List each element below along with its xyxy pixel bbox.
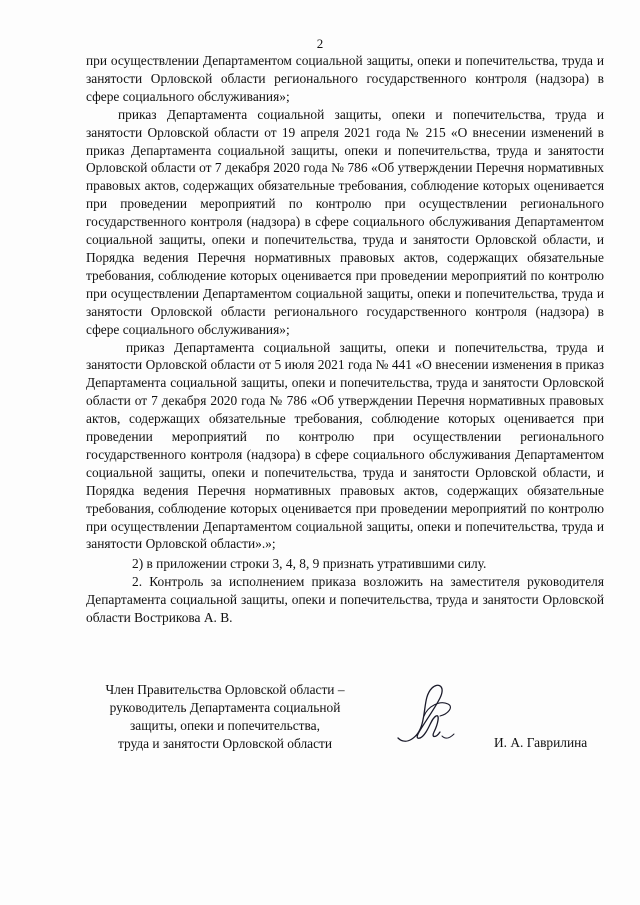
paragraph-item-2: 2) в приложении строки 3, 4, 8, 9 признать утратившими силу. xyxy=(132,556,487,572)
paragraph-order-441: приказ Департамента социальной защиты, опеки и попечительства, труда и занятости Орловской области от 5 июля 2021 года № 441 «О внесении изменения в приказ Департамента социальной защиты, опеки и попечительства, труда и занятости Орловской области от 7 декабря 2020 года № 786 «Об утверждении Перечня нормативных правовых актов, содержащих обязательные требования, соблюдение которых оценивается при проведении мероприятий по контролю при осуществлении регионального государственного контроля (надзора) в сфере социального обслуживания Департаментом социальной защиты, опеки и попечительства, труда и занятости Орловской области, и Порядка ведения Перечня нормативных правовых актов, содержащих обязательные требования, соблюдение которых оценивается при проведении мероприятий по контролю при осуществлении Департаментом социальной защиты, опеки и попечительства, труда и занятости Орловской области».»; xyxy=(86,339,604,552)
signatory-title-line: труда и занятости Орловской области xyxy=(117,736,333,751)
signatory-title-line: руководитель Департамента социальной xyxy=(109,700,341,715)
paragraph-continuation: при осуществлении Департаментом социальной защиты, опеки и попечительства, труда и занятости Орловской области регионального государственного контроля (надзора) в сфере социального обслуживания»; xyxy=(86,53,604,104)
signatory-title xyxy=(80,681,370,753)
handwritten-signature xyxy=(388,676,468,756)
page-number: 2 xyxy=(316,36,324,51)
signatory-title-line: Член Правительства Орловской области – xyxy=(105,682,345,697)
paragraph-order-215: приказ Департамента социальной защиты, опеки и попечительства, труда и занятости Орловской области от 19 апреля 2021 года № 215 «О внесении изменений в приказ Департамента социальной защиты, опеки и попечительства, труда и занятости Орловской области от 7 декабря 2020 года № 786 «Об утверждении Перечня нормативных правовых актов, содержащих обязательные требования, соблюдение которых оценивается при проведении мероприятий по контролю при осуществлении регионального государственного контроля (надзора) в сфере социального обслуживания Департаментом социальной защиты, опеки и попечительства, труда и занятости Орловской области, и Порядка ведения Перечня нормативных правовых актов, содержащих обязательные требования, соблюдение которых оценивается при проведении мероприятий по контролю при осуществлении Департаментом социальной защиты, опеки и попечительства, труда и занятости Орловской области регионального государственного контроля (надзора) в сфере социального обслуживания»; xyxy=(86,106,604,337)
signatory-title-line: защиты, опеки и попечительства, xyxy=(130,718,320,733)
paragraph-control: 2. Контроль за исполнением приказа возложить на заместителя руководителя Департамента социальной защиты, опеки и попечительства, труда и занятости Орловской области Вострикова А. В. xyxy=(86,574,604,626)
signer-name: И. А. Гаврилина xyxy=(494,735,588,750)
document-body xyxy=(86,52,604,627)
